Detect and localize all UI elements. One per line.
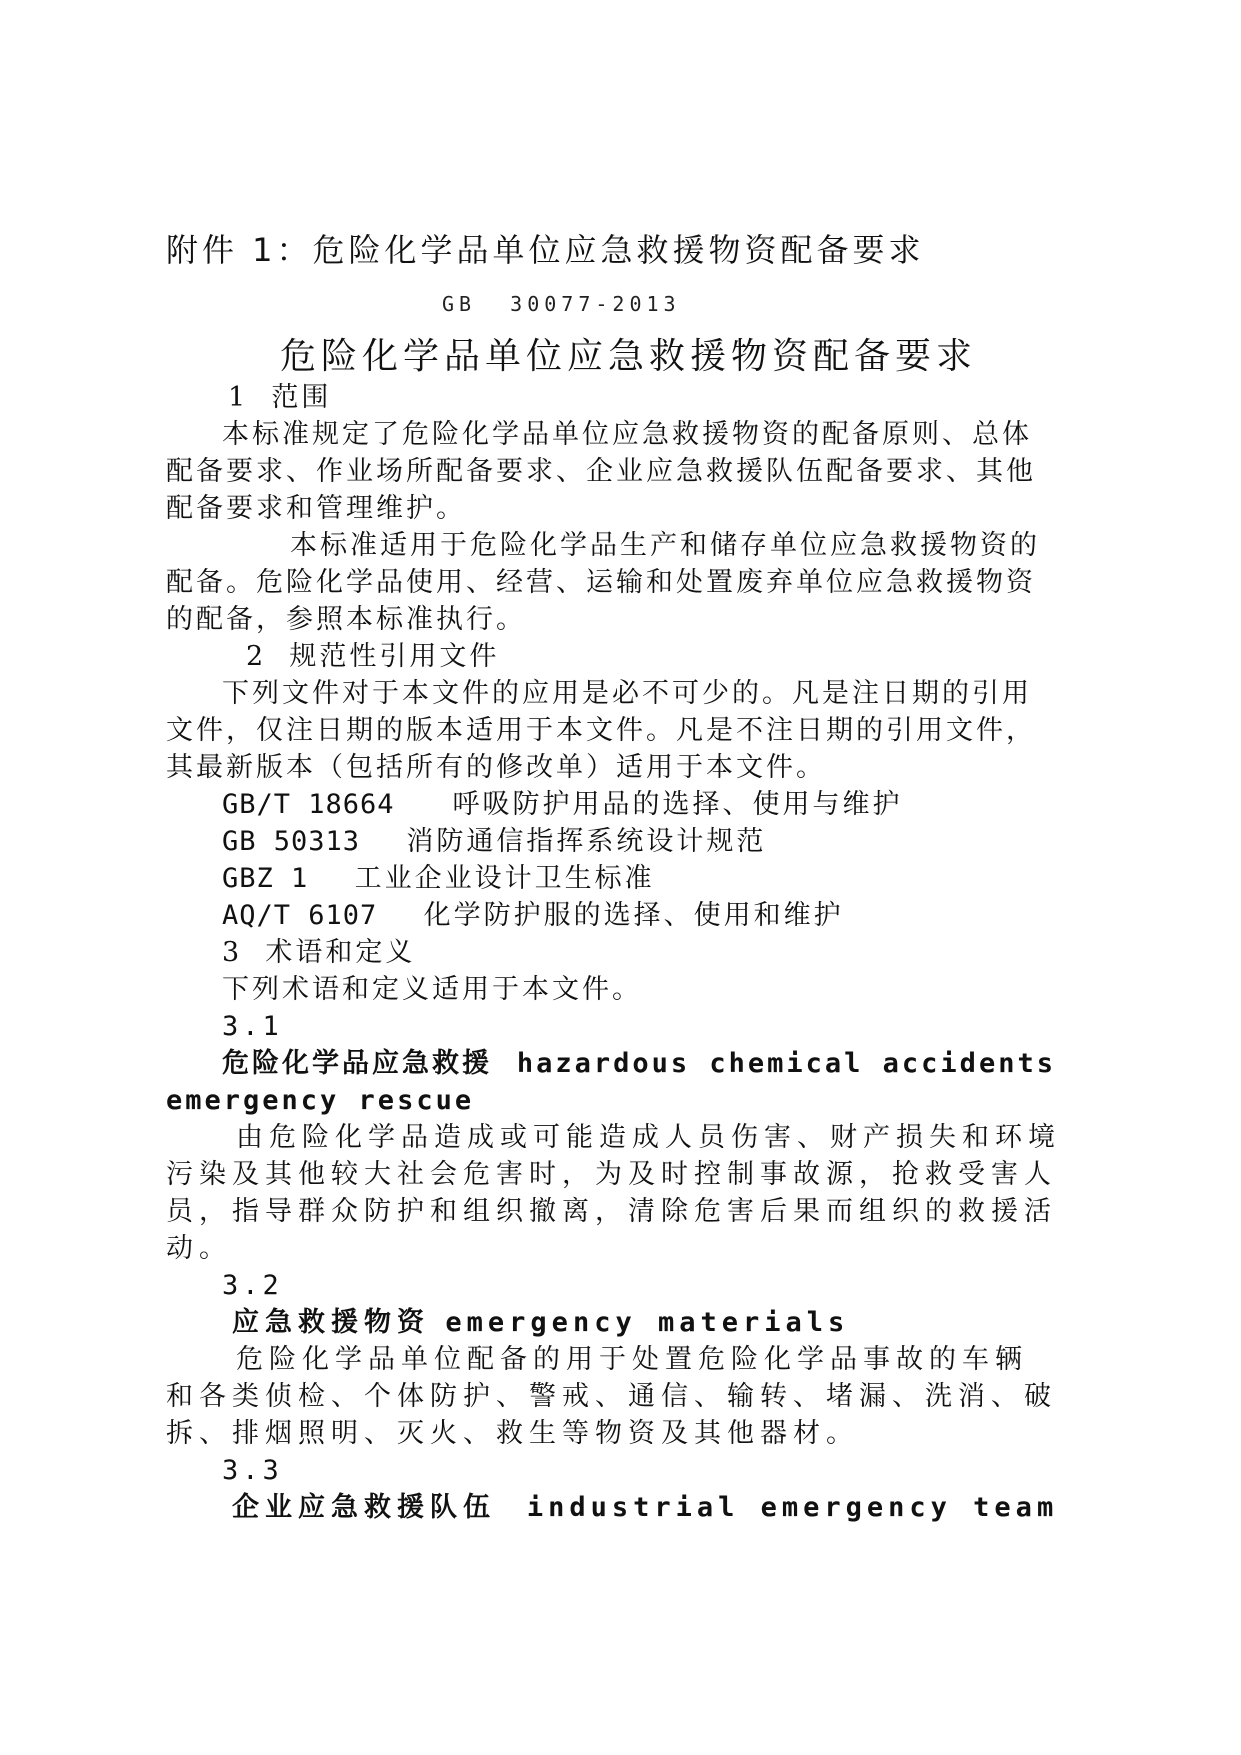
reference-item xyxy=(222,787,902,823)
reference-code: GB 50313 xyxy=(222,826,361,857)
document-title: 危险化学品单位应急救援物资配备要求 xyxy=(280,336,978,377)
sec1-para2-line3: 的配备，参照本标准执行。 xyxy=(166,604,526,635)
reference-item xyxy=(222,898,844,934)
reference-title: 呼吸防护用品的选择、使用与维护 xyxy=(452,789,903,820)
reference-item xyxy=(222,824,766,860)
term-zh: 应急救援物资 xyxy=(232,1307,430,1338)
sec1-para1-line3: 配备要求和管理维护。 xyxy=(166,493,466,524)
term-number: 3.2 xyxy=(222,1270,283,1301)
term-def-line2: 和各类侦检、个体防护、警戒、通信、输转、堵漏、洗消、破 xyxy=(166,1381,1057,1412)
term-number: 3.1 xyxy=(222,1011,283,1042)
reference-code: GBZ 1 xyxy=(222,863,309,894)
sec1-para1-line1: 本标准规定了危险化学品单位应急救援物资的配备原则、总体 xyxy=(222,419,1032,450)
term-en: emergency rescue xyxy=(166,1085,475,1116)
term-def-line3: 员，指导群众防护和组织撤离，清除危害后果而组织的救援活 xyxy=(166,1196,1057,1227)
section-1-heading: 1 范围 xyxy=(228,382,332,413)
term-heading-continued xyxy=(166,1083,474,1119)
sec2-para-line3: 其最新版本（包括所有的修改单）适用于本文件。 xyxy=(166,752,826,783)
term-zh: 企业应急救援队伍 xyxy=(232,1492,496,1523)
reference-title: 消防通信指挥系统设计规范 xyxy=(406,826,767,857)
term-en: emergency materials xyxy=(445,1307,850,1338)
term-def-line1: 危险化学品单位配备的用于处置危险化学品事故的车辆 xyxy=(236,1344,1028,1375)
term-def-line2: 污染及其他较大社会危害时，为及时控制事故源，抢救受害人 xyxy=(166,1159,1057,1190)
term-heading xyxy=(232,1305,849,1341)
term-en: industrial emergency team xyxy=(526,1492,1059,1523)
term-number: 3.3 xyxy=(222,1455,283,1486)
term-heading xyxy=(232,1490,1058,1526)
reference-title: 工业企业设计卫生标准 xyxy=(354,863,655,894)
standard-code: GB 30077-2013 xyxy=(442,292,681,316)
reference-code: GB/T 18664 xyxy=(222,789,395,820)
section-2-heading: 2 规范性引用文件 xyxy=(246,641,500,672)
sec1-para2-line2: 配备。危险化学品使用、经营、运输和处置废弃单位应急救援物资 xyxy=(166,567,1036,598)
sec2-para-line2: 文件，仅注日期的版本适用于本文件。凡是不注日期的引用文件， xyxy=(166,715,1036,746)
sec3-intro: 下列术语和定义适用于本文件。 xyxy=(222,974,642,1005)
term-def-line4: 动。 xyxy=(166,1233,232,1264)
term-heading xyxy=(222,1046,1056,1082)
term-def-line3: 拆、排烟照明、灭火、救生等物资及其他器材。 xyxy=(166,1418,859,1449)
attachment-title: 附件 1：危险化学品单位应急救援物资配备要求 xyxy=(166,231,925,269)
reference-title: 化学防护服的选择、使用和维护 xyxy=(423,900,844,931)
sec2-para-line1: 下列文件对于本文件的应用是必不可少的。凡是注日期的引用 xyxy=(222,678,1032,709)
section-3-heading: 3 术语和定义 xyxy=(222,937,416,968)
term-zh: 危险化学品应急救援 xyxy=(222,1048,492,1079)
reference-item xyxy=(222,861,655,897)
term-en: hazardous chemical accidents xyxy=(516,1048,1056,1079)
reference-code: AQ/T 6107 xyxy=(222,900,378,931)
sec1-para1-line2: 配备要求、作业场所配备要求、企业应急救援队伍配备要求、其他 xyxy=(166,456,1036,487)
term-def-line1: 由危险化学品造成或可能造成人员伤害、财产损失和环境 xyxy=(236,1122,1061,1153)
sec1-para2-line1: 本标准适用于危险化学品生产和储存单位应急救援物资的 xyxy=(290,530,1040,561)
